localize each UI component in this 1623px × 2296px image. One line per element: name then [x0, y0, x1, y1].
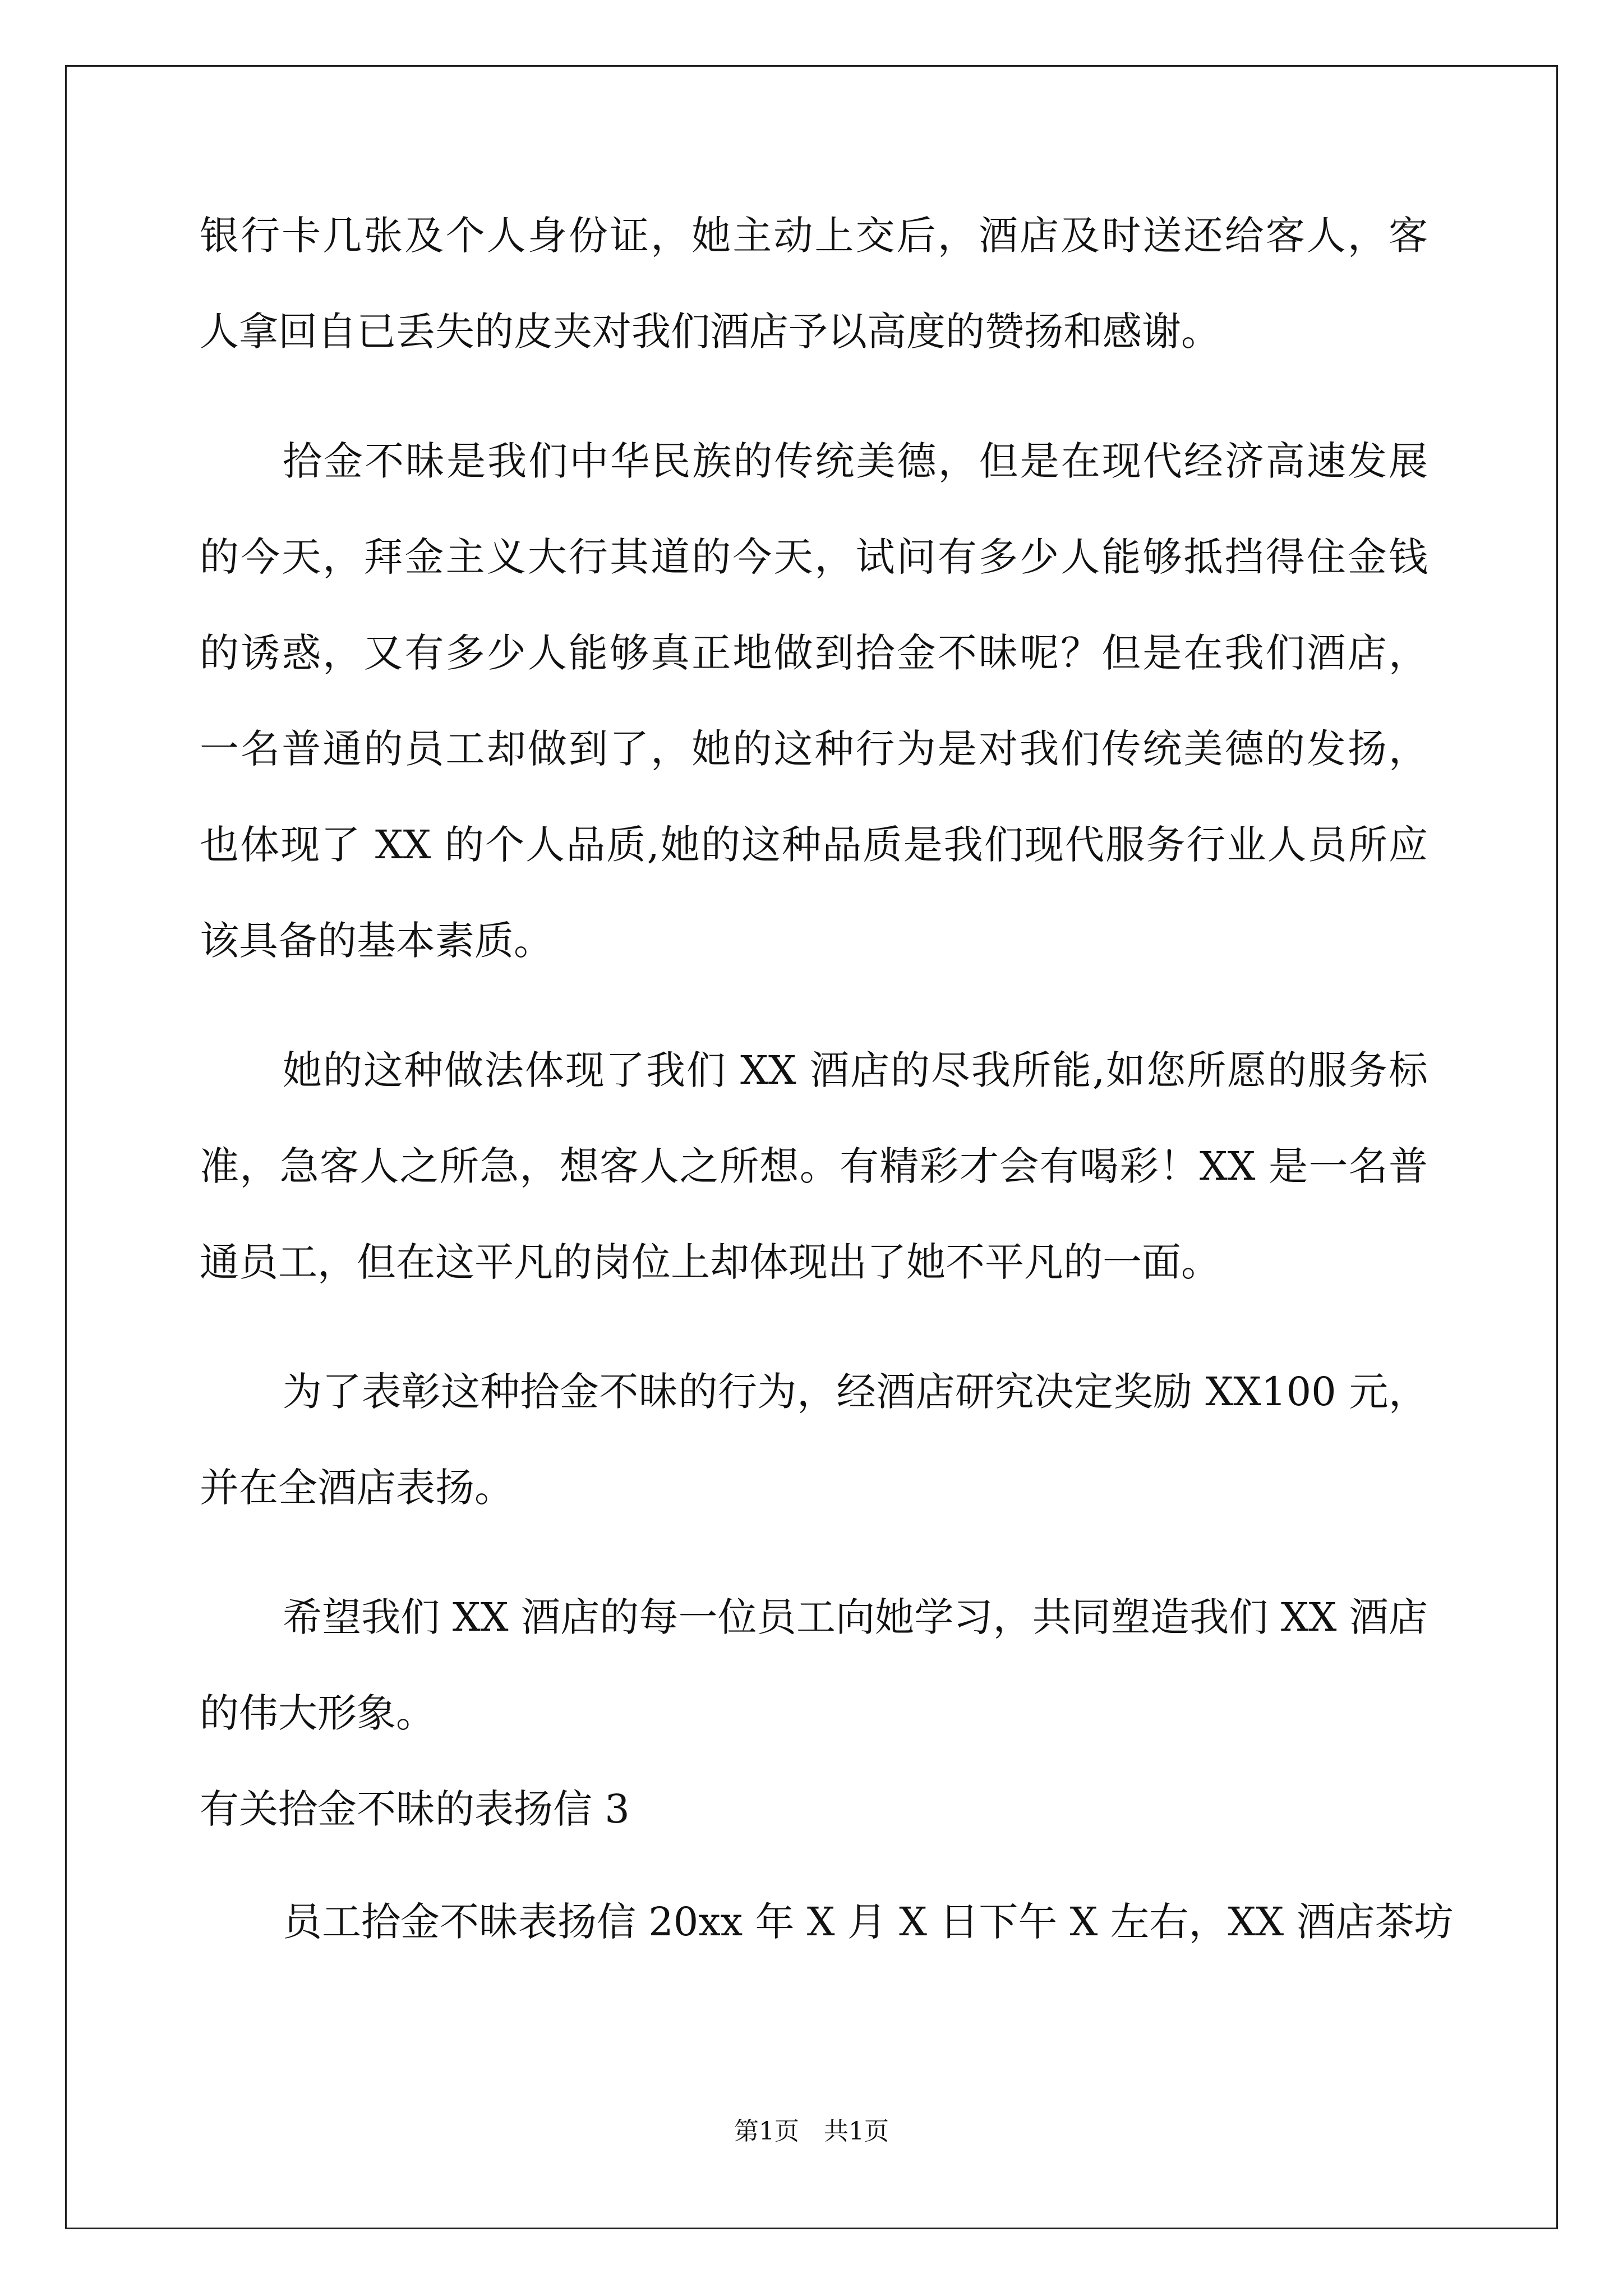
text-line: 该具备的基本素质。 [200, 918, 553, 964]
text-line: 为了表彰这种拾金不昧的行为，经酒店研究决定奖励 XX100 元， [283, 1369, 1428, 1415]
text-line: 人拿回自已丢失的皮夹对我们酒店予以高度的赞扬和感谢。 [200, 309, 1220, 355]
text-line: 一名普通的员工却做到了，她的这种行为是对我们传统美德的发扬， [200, 726, 1428, 772]
text-line: 准，急客人之所急，想客人之所想。有精彩才会有喝彩！XX 是一名普 [200, 1143, 1428, 1189]
text-line: 的今天，拜金主义大行其道的今天，试问有多少人能够抵挡得住金钱 [200, 534, 1428, 580]
text-line: 员工拾金不昧表扬信 20xx 年 X 月 X 日下午 X 左右，XX 酒店茶坊 [283, 1899, 1454, 1945]
text-line: 拾金不昧是我们中华民族的传统美德，但是在现代经济高速发展 [283, 438, 1428, 484]
text-line: 并在全酒店表扬。 [200, 1465, 514, 1511]
text-line: 银行卡几张及个人身份证，她主动上交后，酒店及时送还给客人，客 [200, 213, 1428, 259]
text-line: 的伟大形象。 [200, 1690, 435, 1736]
text-line: 希望我们 XX 酒店的每一位员工向她学习，共同塑造我们 XX 酒店 [283, 1594, 1428, 1640]
text-line: 也体现了 XX 的个人品质,她的这种品质是我们现代服务行业人员所应 [200, 822, 1428, 868]
text-line: 通员工，但在这平凡的岗位上却体现出了她不平凡的一面。 [200, 1239, 1220, 1285]
text-line: 她的这种做法体现了我们 XX 酒店的尽我所能,如您所愿的服务标 [283, 1047, 1428, 1093]
text-line: 的诱惑，又有多少人能够真正地做到拾金不昧呢？但是在我们酒店， [200, 630, 1428, 676]
section-heading: 有关拾金不昧的表扬信 3 [200, 1786, 630, 1832]
page-number-footer: 第1页 共1页 [734, 2117, 889, 2146]
